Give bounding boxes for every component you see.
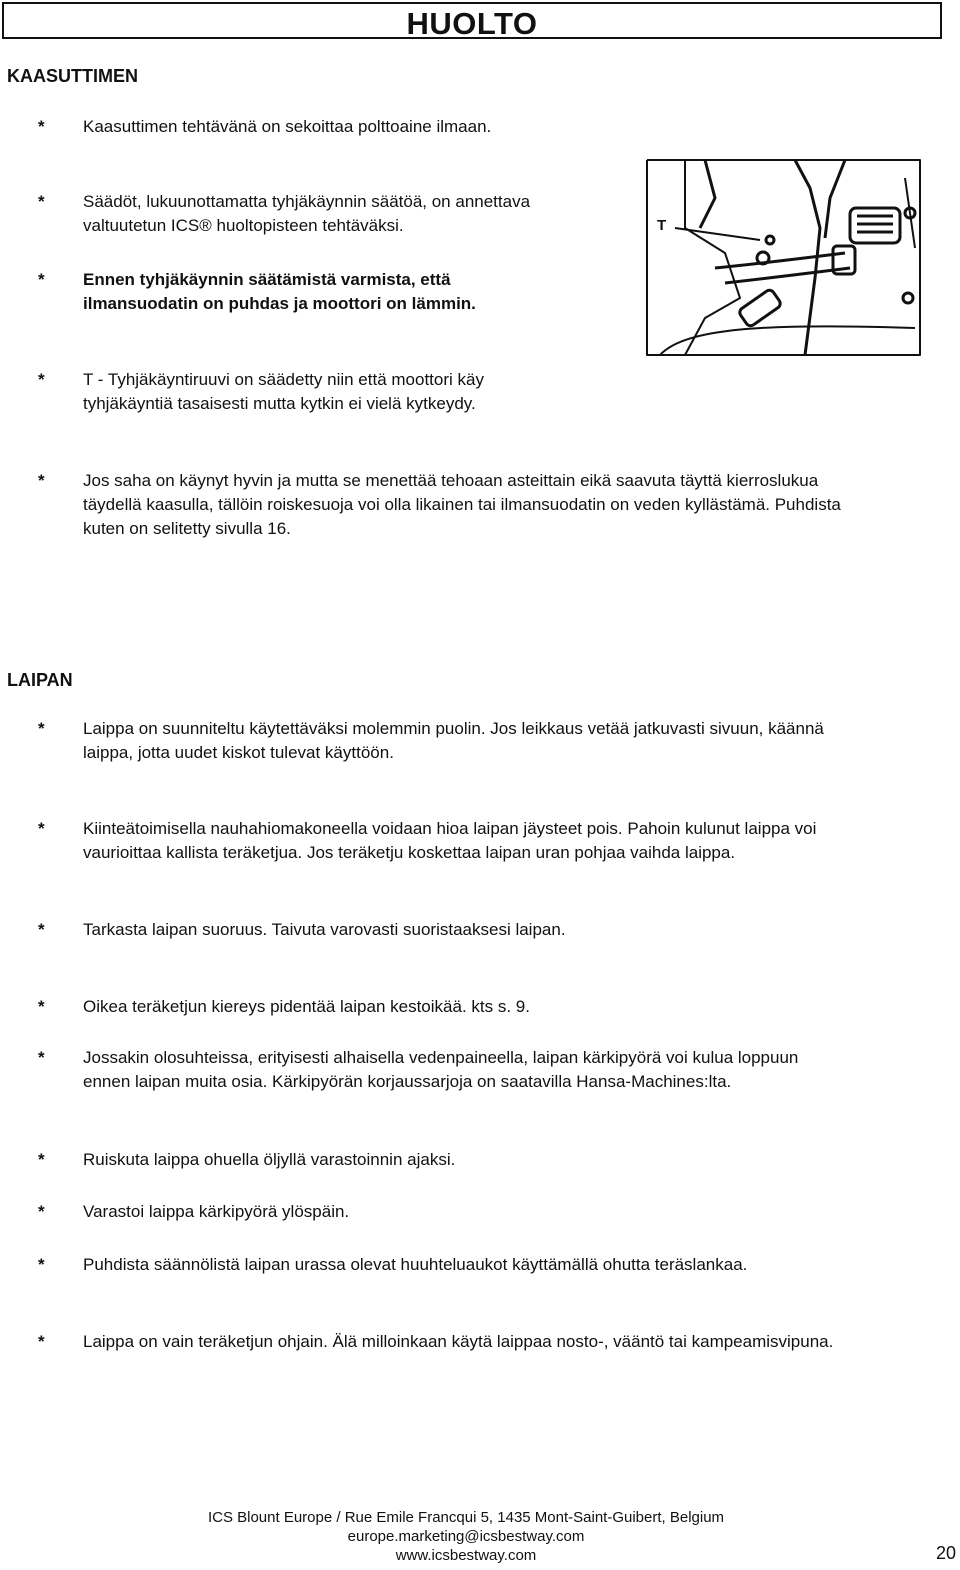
bullet-marker: * — [38, 370, 45, 389]
figure-label-t: T — [657, 217, 667, 234]
bullet-marker: * — [38, 1048, 45, 1067]
section-heading-laipan: LAIPAN — [7, 670, 73, 690]
list-item-text: Oikea teräketjun kiereys pidentää laipan kestoikää. kts s. 9. — [83, 997, 530, 1016]
bullet-marker: * — [38, 1332, 45, 1351]
bullet-marker: * — [38, 1255, 45, 1274]
footer-email[interactable]: europe.marketing@icsbestway.com — [347, 1528, 585, 1545]
bullet-marker: * — [38, 719, 45, 738]
bullet-marker: * — [38, 270, 45, 289]
bullet-marker: * — [38, 819, 45, 838]
list-item-text: Laippa on vain teräketjun ohjain. Älä milloinkaan käytä laippaa nosto-, vääntö tai kampeamisvipuna. — [83, 1332, 834, 1351]
bullet-marker: * — [38, 471, 45, 490]
list-item-text: Varastoi laippa kärkipyörä ylöspäin. — [83, 1202, 350, 1221]
list-item-text: Laippa on suunniteltu käytettäväksi molemmin puolin. Jos leikkaus vetää jatkuvasti sivuun, käännä laippa, jotta uudet kiskot tulevat käyttöön. — [83, 719, 824, 762]
list-item-text: Ruiskuta laippa ohuella öljyllä varastoinnin ajaksi. — [83, 1150, 456, 1169]
page-title: HUOLTO — [406, 6, 538, 41]
footer-website[interactable]: www.icsbestway.com — [395, 1547, 537, 1564]
section-heading-kaasuttimen: KAASUTTIMEN — [7, 66, 138, 86]
list-item-text: Puhdista säännölistä laipan urassa olevat huuhteluaukot käyttämällä ohutta teräslankaa. — [83, 1255, 748, 1274]
list-item-text: Ennen tyhjäkäynnin säätämistä varmista, että ilmansuodatin on puhdas ja moottori on lämmin. — [83, 270, 476, 313]
title-box — [2, 2, 942, 39]
list-item-text: Jossakin olosuhteissa, erityisesti alhaisella vedenpaineella, laipan kärkipyörä voi kulua loppuun ennen laipan muita osia. Kärkipyörän korjaussarjoja on saatavilla Hansa-Machines:lta. — [83, 1048, 799, 1091]
carburetor-illustration — [645, 158, 925, 358]
bullet-marker: * — [38, 1150, 45, 1169]
list-item-text: T - Tyhjäkäyntiruuvi on säädetty niin että moottori käy tyhjäkäyntiä tasaisesti mutta kytkin ei vielä kytkeydy. — [83, 370, 484, 413]
list-item-text: Kiinteätoimisella nauhahiomakoneella voidaan hioa laipan jäysteet pois. Pahoin kulunut laippa voi vaurioittaa kallista teräketjua. Jos teräketju koskettaa laipan uran pohjaa vaihda laippa. — [83, 819, 817, 862]
list-item-text: Jos saha on käynyt hyvin ja mutta se menettää tehoaan asteittain eikä saavuta täyttä kierroslukua täydellä kaasulla, tällöin roiskesuoja voi olla likainen tai ilmansuodatin on veden kyllästämä. Puhdista kuten on selitetty sivulla 16. — [83, 471, 841, 538]
bullet-marker: * — [38, 117, 45, 136]
list-item-text: Tarkasta laipan suoruus. Taivuta varovasti suoristaaksesi laipan. — [83, 920, 566, 939]
list-item-text: Säädöt, lukuunottamatta tyhjäkäynnin säätöä, on annettava valtuutetun ICS® huoltopisteen tehtäväksi. — [83, 192, 531, 235]
bullet-marker: * — [38, 920, 45, 939]
bullet-marker: * — [38, 1202, 45, 1221]
bullet-marker: * — [38, 192, 45, 211]
bullet-marker: * — [38, 997, 45, 1016]
footer-address: ICS Blount Europe / Rue Emile Francqui 5, 1435 Mont-Saint-Guibert, Belgium — [207, 1509, 725, 1526]
page-number: 20 — [935, 1543, 956, 1563]
list-item-text: Kaasuttimen tehtävänä on sekoittaa polttoaine ilmaan. — [83, 117, 492, 136]
